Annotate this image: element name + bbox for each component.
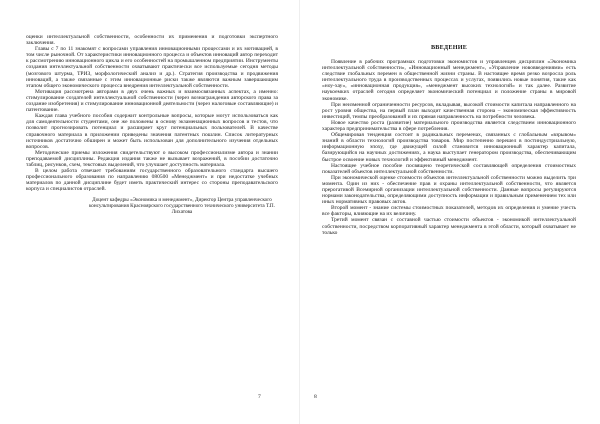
right-paragraph: Настоящее учебное пособие посвящено теоретической составляющей определения стоимостных показателей объектов интеллектуальной собственности. bbox=[322, 162, 576, 175]
section-heading: ВВЕДЕНИЕ bbox=[430, 44, 468, 51]
left-paragraph: Главы с 7 по 11 знакомят с вопросами управления инновационными процессами и их мотивацией, в том числе рыночной. От характеристики инновационного процесса и объектов инноваций автор переходит к рассмотрению инновационного цикла и его особенностей на промышленном предприятии. Инструменты создания интеллектуальной собственности охватывают практически все используемые сегодня методы (мозгового штурма, ТРИЗ, морфологический анализ и др.). Стратегия производства и продвижения инноваций, а также связанные с этим инновационные риски также являются важным завершающим этапом общего экономического процесса внедрения интеллектуальной собственности. bbox=[26, 46, 278, 89]
right-paragraph: Второй момент - знание системы стоимостных показателей, методов их определения и умение учесть все факторы, влияющие на их величину. bbox=[322, 205, 576, 218]
right-paragraph: Третий момент связан с составной частью стоимости объектов - экономикой интеллектуальной собственности, посредством корпоративный характер менеджмента в этой области, который охватывает не только bbox=[322, 217, 576, 236]
left-paragraph: Каждая глава учебного пособия содержит контрольные вопросы, которые могут использоваться как для самодеятельности студентами, оне же положены в основу экзаменационных вопросов и тестов, что позволит прогнозировать потенциал и расширяет круг потенциальных пользователей. В качестве справочного материала в приложении приведены значения патентных пошлин. Список литературных источников достаточно обширен и может быть использован для дополнительного изучения отдельных вопросов. bbox=[26, 113, 278, 150]
reviewer-signature: Доцент кафедры «Экономика и менеджмент», Директор Центра управленческого консультирования Красноярского государственного технического университета Т.П. Лихатова bbox=[89, 197, 275, 216]
left-paragraph: Мотивация рассмотрена авторами в двух очень важных и взаимосвязанных аспектах, а именно: стимулирование создателей интеллектуальной собственности (через вознаграждения авторского права за создание изобретения) и стимулирование инновационной деятельности (через налоговые составляющие) и патентование. bbox=[26, 88, 278, 114]
left-paragraph: В целом работа отвечает требованиям государственного образовательного стандарта высшего профессионального образования по направлению 080500 «Менеджмент» и при недостатке учебных материалов по данной дисциплине будет иметь практический интерес со стороны преподавательского корпуса и специалистов отраслей. bbox=[26, 168, 278, 193]
right-paragraph: При экономической оценке стоимости объектов интеллектуальной собственности можно выделить три момента. Один из них - обеспечение прав и охраны интеллектуальной собственности, что является прерогативой Всемирной организации интеллектуальной собственности. Данные вопросы регулируются нормами законодательства, определяющими доступность информации и правильным применением тех или иных нормативных правовых актов. bbox=[322, 174, 576, 206]
page-number: 7 bbox=[258, 394, 261, 400]
page-number: 8 bbox=[314, 394, 317, 400]
right-paragraph: При неизменной ограниченности ресурсов, вкладывая, высокой стоимости капитала направленного на рост уровня общества, на первый план выходит качественная сторона – экономическая эффективность инвестиций, темпы преобразований и их прямая направленность на потребности человека. bbox=[322, 101, 576, 120]
right-paragraph: Новое качество роста (развитие) материального производства является следствием инновационного характера предпринимательства в сфере потребления. bbox=[322, 119, 576, 133]
right-paragraph: Общемировая тенденция состоит в радикальных переменах, связанных с глобальным «взрывом» знаний в области технологий производства товаров. Мир постепенно перешел в постиндустриальную, информационную эпоху, где движущей силой становится инновационный характер капитала, базирующийся на научных достижениях, а наука выступает генератором производства, обеспечивающим быстрое освоение новых технологий и эффективный менеджмент. bbox=[322, 132, 576, 163]
left-paragraph: оценки интеллектуальной собственности, особенности их применения и подготовки экспертного заключения. bbox=[26, 34, 278, 47]
left-paragraph: Методические приемы изложения свидетельствуют о высоком профессионализме автора и знании преподаваемой дисциплины. Редакция издания также не вызывает возражений, в пособии достаточно таблиц, рисунков, схем, текстовых выделений, что улучшает доступность материала. bbox=[26, 149, 278, 168]
right-paragraph: Появление в рабочих программах подготовки экономистов и управленцев дисциплин «Экономика интеллектуальной собственности», «Инновационный менеджмент», «Управление нововведениями» есть следствие глобальных перемен в общественной жизни страны. В настоящее время резко возросла роль интеллектуального труда в производственных процессах и услугах, появились новые понятия, такие как «ноу-хау», «инновационная продукция», «менеджмент высоких технологий» и так далее. Развитие наукоемких отраслей сегодня определяет экономический потенциал и положение страны в мировой экономике. bbox=[322, 59, 576, 102]
right-page bbox=[300, 0, 600, 424]
